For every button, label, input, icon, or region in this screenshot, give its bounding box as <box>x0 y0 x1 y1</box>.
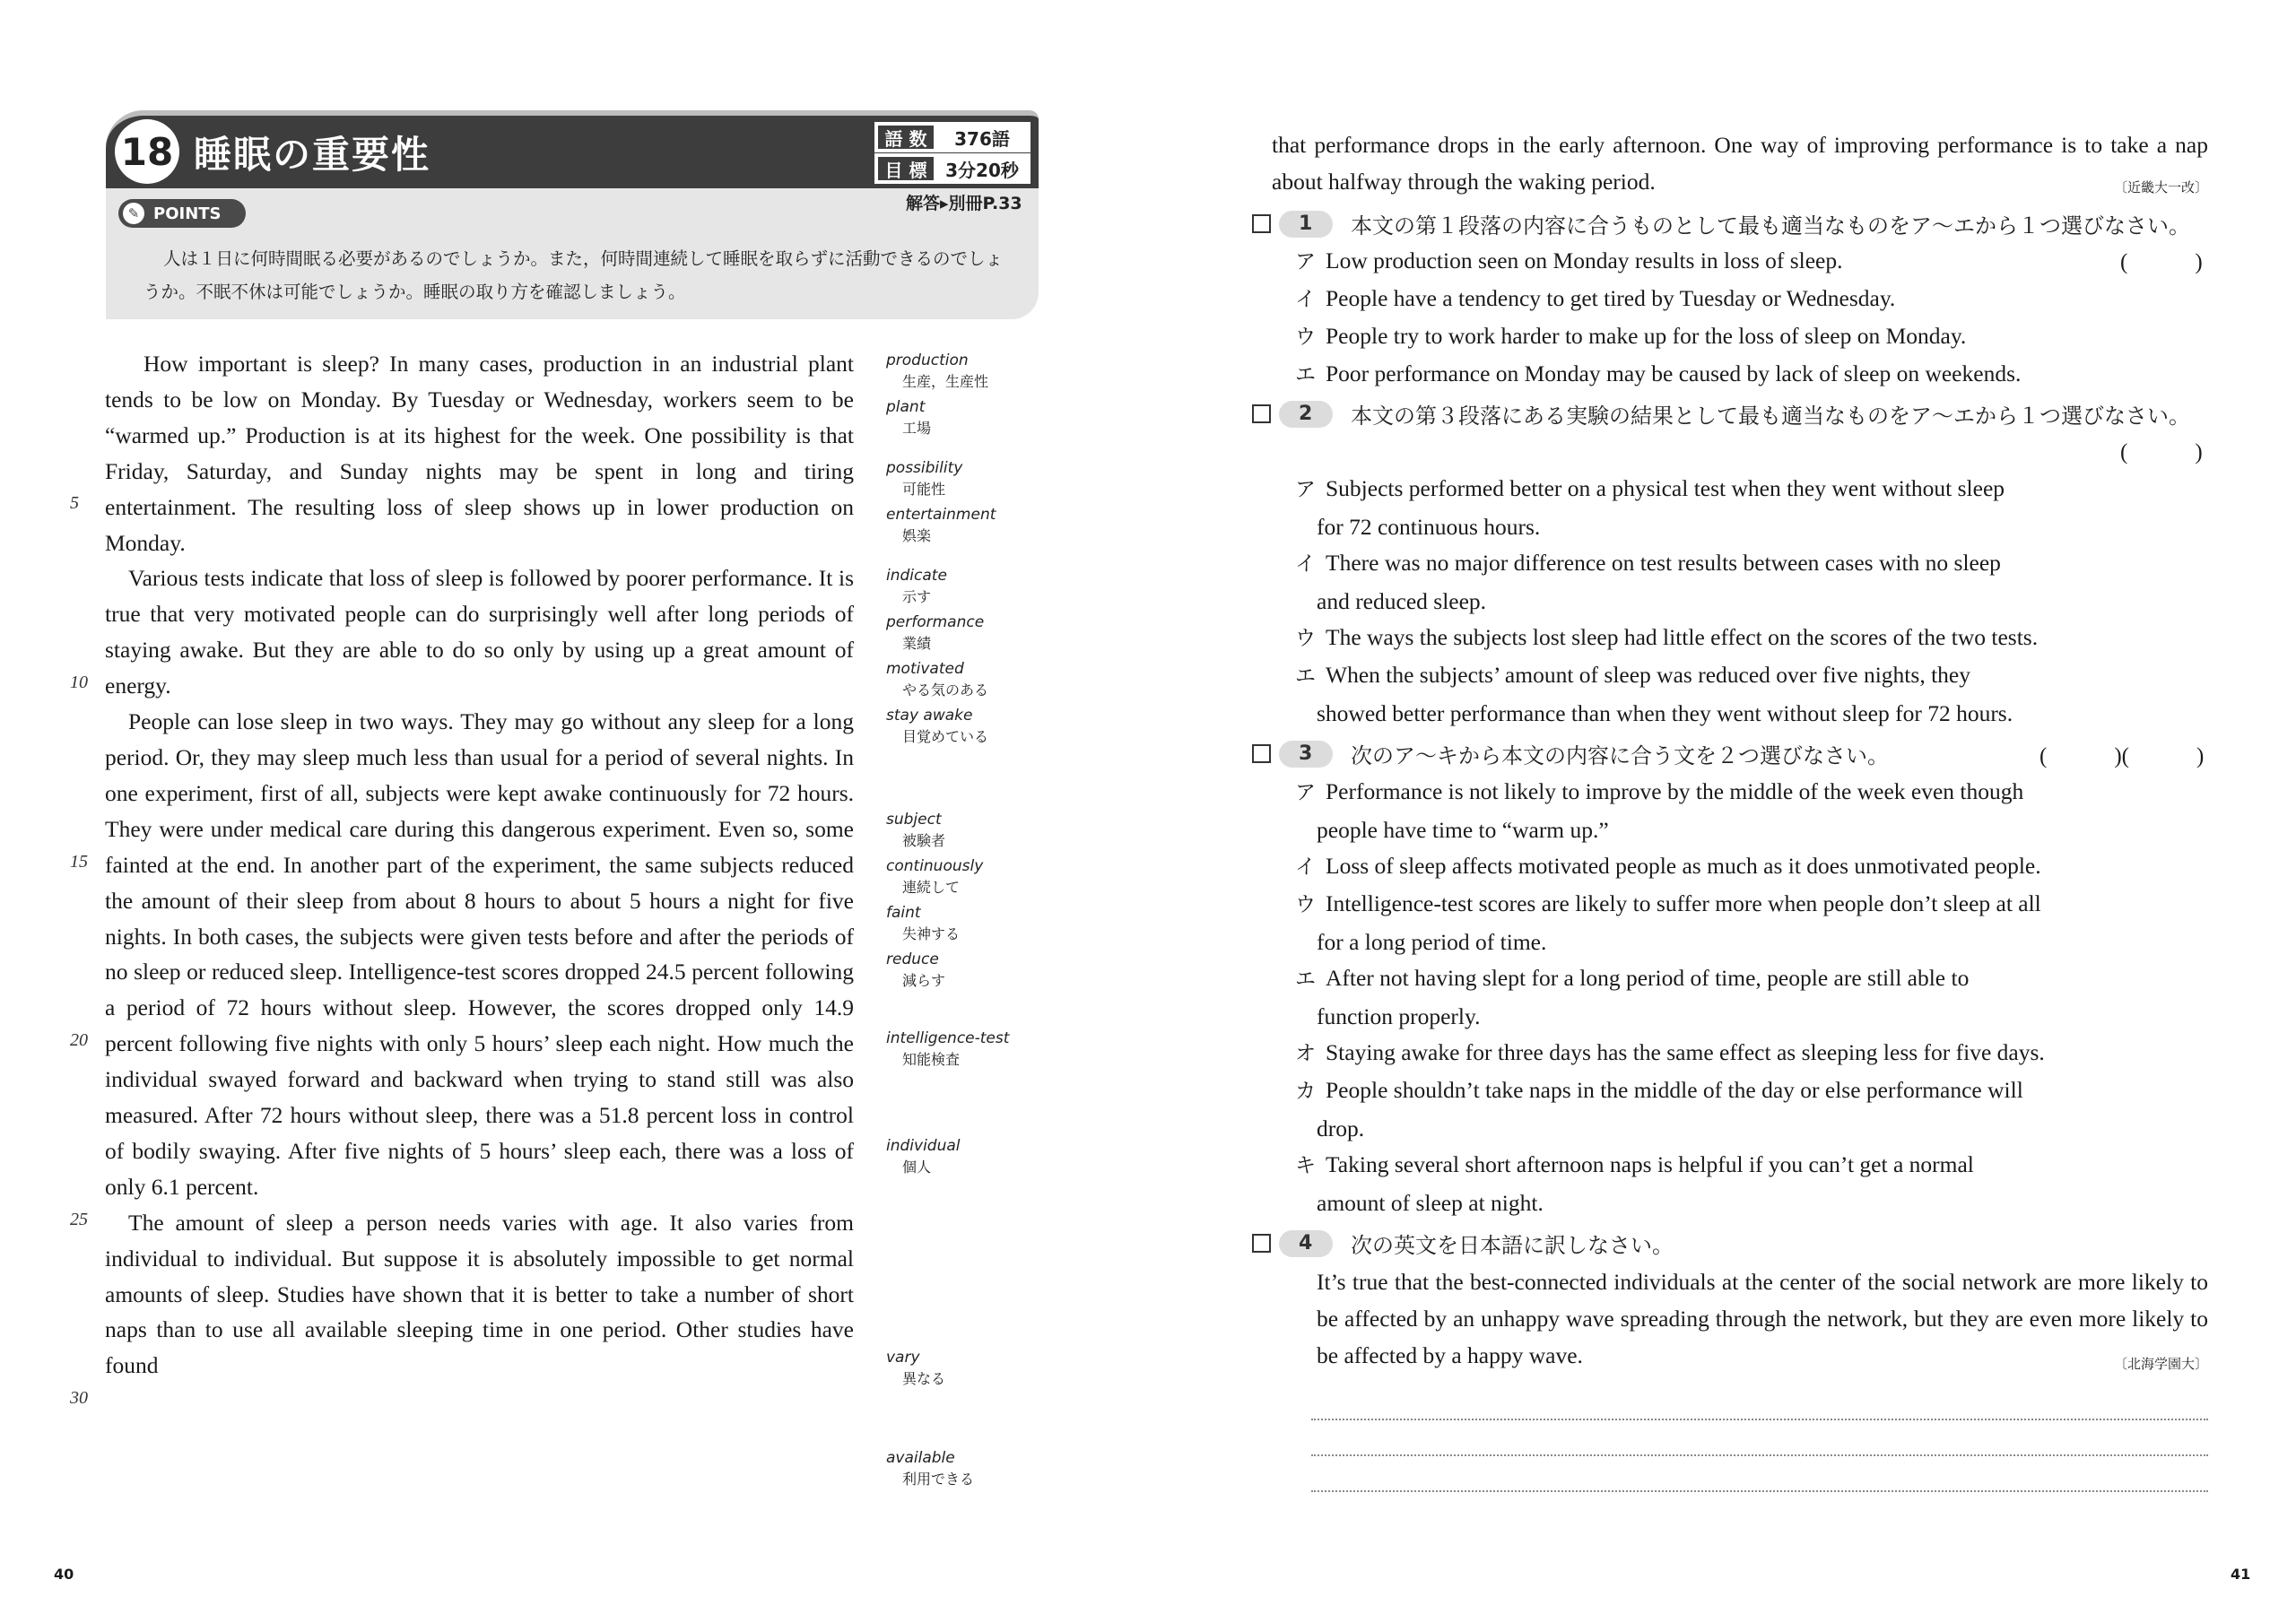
option-key: オ <box>1295 1042 1316 1065</box>
word-count-box <box>874 122 1031 152</box>
glossary-entry <box>886 457 962 500</box>
question-3-option <box>1295 847 2208 886</box>
glossary-entry <box>886 1135 961 1178</box>
passage-paragraph: How important is sleep? In many cases, production in an industrial plant tends to be low on Monday. By Tuesday or Wednesday, workers seem to be “warmed up.” Production is at its highest for the week. One possibility is that Friday, Saturday, and Sunday nights may be spent in long and tiring entertainment. The resulting loss of sleep shows up in lower production on Monday. <box>105 351 854 556</box>
unit-title: 睡眠の重要性 <box>194 133 431 177</box>
option-text: Intelligence-test scores are likely to suffer more when people don’t sleep at all <box>1326 890 2041 916</box>
line-number: 15 <box>70 852 88 872</box>
question-number: 3 <box>1279 741 1333 768</box>
option-text: Poor performance on Monday may be caused by lack of sleep on weekends. <box>1326 360 2022 386</box>
option-key: ウ <box>1295 627 1316 650</box>
glossary-word: vary <box>886 1349 920 1367</box>
glossary-meaning: 知能検査 <box>902 1051 961 1068</box>
target-time-box <box>874 153 1031 184</box>
option-text: People have a tendency to get tired by Tuesday or Wednesday. <box>1326 285 1896 311</box>
translation-passage <box>1295 1263 2208 1383</box>
option-text: After not having slept for a long period of time, people are still able to <box>1326 965 1970 991</box>
glossary-meaning: 連続して <box>902 879 961 896</box>
answer-blank[interactable]: ( ) <box>2120 440 2203 464</box>
glossary-entry <box>886 855 983 898</box>
option-text-continued: for 72 continuous hours. <box>1317 514 1541 540</box>
glossary-word: continuously <box>886 857 984 875</box>
question-number: 4 <box>1279 1230 1333 1257</box>
question-2-option <box>1295 619 2208 657</box>
option-text-continued: drop. <box>1317 1115 1365 1141</box>
option-text: The ways the subjects lost sleep had little effect on the scores of the two tests. <box>1326 624 2039 650</box>
glossary-meaning: 業績 <box>902 635 932 652</box>
glossary-word: individual <box>886 1137 961 1155</box>
points-label: POINTS <box>153 204 222 223</box>
question-prompt: 本文の第３段落にある実験の結果として最も適当なものをア〜エから１つ選びなさい。 <box>1351 404 2190 429</box>
glossary-word: performance <box>886 613 985 631</box>
option-text-continued: and reduced sleep. <box>1317 588 1487 614</box>
option-text-continued: for a long period of time. <box>1317 929 1547 955</box>
glossary-meaning: 失神する <box>902 925 961 942</box>
checkbox-icon[interactable] <box>1252 744 1271 763</box>
question-3-option <box>1295 959 2208 1035</box>
option-text: Performance is not likely to improve by the middle of the week even though <box>1326 778 2024 804</box>
option-text: Low production seen on Monday results in loss of sleep. <box>1326 247 1843 273</box>
answer-line[interactable] <box>1311 1419 2208 1420</box>
glossary-meaning: 可能性 <box>902 481 946 498</box>
question-2-header <box>1252 398 2190 430</box>
option-text-continued: amount of sleep at night. <box>1317 1190 1544 1216</box>
answer-blank[interactable]: ( ) <box>2120 250 2203 274</box>
option-key: エ <box>1295 363 1316 386</box>
question-1-header <box>1252 208 2190 239</box>
glossary-entry <box>886 1447 974 1490</box>
glossary-word: plant <box>886 398 926 416</box>
line-number: 25 <box>70 1210 88 1229</box>
option-key: イ <box>1295 552 1316 576</box>
glossary-word: indicate <box>886 567 947 585</box>
option-key: エ <box>1295 968 1316 991</box>
option-text: Loss of sleep affects motivated people as much as it does unmotivated people. <box>1326 853 2041 879</box>
reading-passage <box>105 346 854 1384</box>
unit-number-badge: 18 <box>115 119 179 184</box>
option-key: カ <box>1295 1080 1316 1103</box>
option-text: Taking several short afternoon naps is helpful if you can’t get a normal <box>1326 1151 1974 1177</box>
glossary-entry <box>886 350 988 393</box>
question-1-option <box>1295 280 2208 318</box>
line-number: 20 <box>70 1030 88 1050</box>
page-number: 40 <box>54 1566 74 1583</box>
glossary-word: production <box>886 352 969 369</box>
glossary-meaning: 異なる <box>902 1370 946 1387</box>
question-2-option <box>1295 656 2208 732</box>
glossary-entry <box>886 705 988 748</box>
question-prompt: 次の英文を日本語に訳しなさい。 <box>1351 1233 1674 1258</box>
glossary-meaning: 被験者 <box>902 832 946 849</box>
passage-paragraph: The amount of sleep a person needs varies with age. It also varies from individual to individual. But suppose it is absolutely impossible to get normal amounts of sleep. Studies have shown that it is better to take a number of short naps than to use all available sleeping time in one period. Other studies have found <box>105 1209 854 1379</box>
source-citation: 〔近畿大一改〕 <box>2113 178 2208 195</box>
word-count-value: 376語 <box>954 127 1010 150</box>
glossary-word: available <box>886 1449 955 1467</box>
option-text-continued: function properly. <box>1317 1003 1481 1029</box>
glossary-word: reduce <box>886 950 939 968</box>
glossary-entry <box>886 658 988 701</box>
answer-blank[interactable]: ( )( ) <box>2039 744 2205 768</box>
question-2-option <box>1295 544 2208 620</box>
option-text-continued: showed better performance than when they went without sleep for 72 hours. <box>1317 700 2013 726</box>
glossary-meaning: 減らす <box>902 972 946 989</box>
checkbox-icon[interactable] <box>1252 404 1271 423</box>
word-count-label: 語 数 <box>876 124 935 151</box>
option-key: イ <box>1295 288 1316 311</box>
line-number: 10 <box>70 673 88 692</box>
option-text: When the subjects’ amount of sleep was reduced over five nights, they <box>1326 662 1970 688</box>
glossary-meaning: やる気のある <box>902 681 989 699</box>
glossary-meaning: 個人 <box>902 1159 932 1176</box>
glossary-word: possibility <box>886 459 963 477</box>
glossary-meaning: 示す <box>902 588 932 605</box>
glossary-entry <box>886 1028 1009 1071</box>
answer-line[interactable] <box>1311 1490 2208 1492</box>
option-key: ア <box>1295 781 1316 804</box>
glossary-entry <box>886 902 960 945</box>
glossary-word: entertainment <box>886 506 996 524</box>
glossary-meaning: 利用できる <box>902 1471 975 1488</box>
option-text: Staying awake for three days has the same effect as sleeping less for five days. <box>1326 1039 2045 1065</box>
option-key: イ <box>1295 855 1316 879</box>
option-key: ア <box>1295 250 1316 273</box>
question-prompt: 次のア〜キから本文の内容に合う文を２つ選びなさい。 <box>1351 743 1889 768</box>
glossary-entry <box>886 504 996 547</box>
option-text: There was no major difference on test results between cases with no sleep <box>1326 550 2001 576</box>
glossary-entry <box>886 949 945 992</box>
option-text: Subjects performed better on a physical test when they went without sleep <box>1326 475 2005 501</box>
question-3-option <box>1295 1146 2208 1221</box>
page-number: 41 <box>2231 1566 2251 1583</box>
question-number: 1 <box>1279 211 1333 238</box>
continuation-text: that performance drops in the early afternoon. One way of improving performance is to take a nap about halfway through the waking period. <box>1272 132 2208 195</box>
glossary-meaning: 目覚めている <box>902 728 989 745</box>
glossary-word: stay awake <box>886 707 973 725</box>
glossary-word: faint <box>886 904 921 922</box>
question-4-header <box>1252 1228 1674 1259</box>
passage-paragraph: People can lose sleep in two ways. They may go without any sleep for a long period. Or, they may sleep much less than usual for a period of several nights. In one experiment, first of all, subjects were kept awake continuously for 72 hours. They were under medical care during this dangerous experiment. Even so, some fainted at the end. In another part of the experiment, the same subjects reduced the amount of their sleep from about 8 hours to about 5 hours a night for five nights. In both cases, the subjects were given tests before and after the periods of no sleep or reduced sleep. Intelligence-test scores dropped 24.5 percent following a period of 72 hours without sleep. However, the scores dropped only 14.9 percent following five nights with only 5 hours’ sleep each night. How much the individual swayed forward and backward when trying to stand still was also measured. After 72 hours without sleep, there was a 51.8 percent loss in control of bodily swaying. After five nights of 5 hours’ sleep each, there was a loss of only 6.1 percent. <box>105 708 854 1200</box>
glossary-word: intelligence-test <box>886 1029 1010 1047</box>
glossary-entry <box>886 809 945 852</box>
option-text: People try to work harder to make up for the loss of sleep on Monday. <box>1326 323 1967 349</box>
answer-line[interactable] <box>1311 1454 2208 1456</box>
pencil-icon: ✎ <box>123 203 144 224</box>
question-3-option <box>1295 885 2208 960</box>
option-key: ウ <box>1295 893 1316 916</box>
translation-text: It’s true that the best-connected individuals at the center of the social network are more likely to be affected by an unhappy wave spreading through the network, but they are even more likely to be affected by a happy wave. <box>1317 1269 2208 1368</box>
points-text: 人は１日に何時間眠る必要があるのでしょうか。また，何時間連続して睡眠を取らずに活動できるのでしょうか。不眠不休は可能でしょうか。睡眠の取り方を確認しましょう。 <box>144 248 1004 302</box>
question-3-option <box>1295 1034 2208 1072</box>
source-citation: 〔北海学園大〕 <box>2113 1356 2208 1372</box>
line-number: 30 <box>70 1388 88 1408</box>
target-time-label: 目 標 <box>876 155 935 182</box>
question-1-option <box>1295 317 2208 356</box>
option-key: エ <box>1295 664 1316 688</box>
option-key: キ <box>1295 1154 1316 1177</box>
line-number: 5 <box>70 493 79 513</box>
passage-continuation <box>1272 127 2208 205</box>
checkbox-icon[interactable] <box>1252 214 1271 233</box>
question-prompt: 本文の第１段落の内容に合うものとして最も適当なものをア〜エから１つ選びなさい。 <box>1351 213 2190 239</box>
target-time-value: 3分20秒 <box>945 159 1019 181</box>
glossary-word: subject <box>886 811 942 829</box>
question-3-option <box>1295 1072 2208 1147</box>
points-badge <box>118 199 246 228</box>
option-text-continued: people have time to “warm up.” <box>1317 817 1609 843</box>
question-3-header <box>1252 738 1889 769</box>
option-key: ウ <box>1295 325 1316 349</box>
question-1-option <box>1295 355 2208 394</box>
glossary-meaning: 生産，生産性 <box>902 373 989 390</box>
question-number: 2 <box>1279 401 1333 428</box>
glossary-meaning: 工場 <box>902 420 932 437</box>
option-key: ア <box>1295 478 1316 501</box>
glossary-meaning: 娯楽 <box>902 527 932 544</box>
passage-paragraph: Various tests indicate that loss of sleep is followed by poorer performance. It is true that very motivated people can do surprisingly well after long periods of staying awake. But they are able to do so only by using up a great amount of energy. <box>105 565 854 699</box>
option-text: People shouldn’t take naps in the middle of the day or else performance will <box>1326 1077 2023 1103</box>
question-2-option <box>1295 470 2208 545</box>
glossary-entry <box>886 1347 945 1390</box>
question-1-option <box>1295 242 2208 281</box>
checkbox-icon[interactable] <box>1252 1234 1271 1253</box>
glossary-entry <box>886 396 931 439</box>
answer-reference: 解答▸別冊P.33 <box>906 194 1022 213</box>
glossary-entry <box>886 612 984 655</box>
glossary-word: motivated <box>886 660 964 678</box>
question-3-option <box>1295 773 2208 848</box>
glossary-entry <box>886 565 947 608</box>
